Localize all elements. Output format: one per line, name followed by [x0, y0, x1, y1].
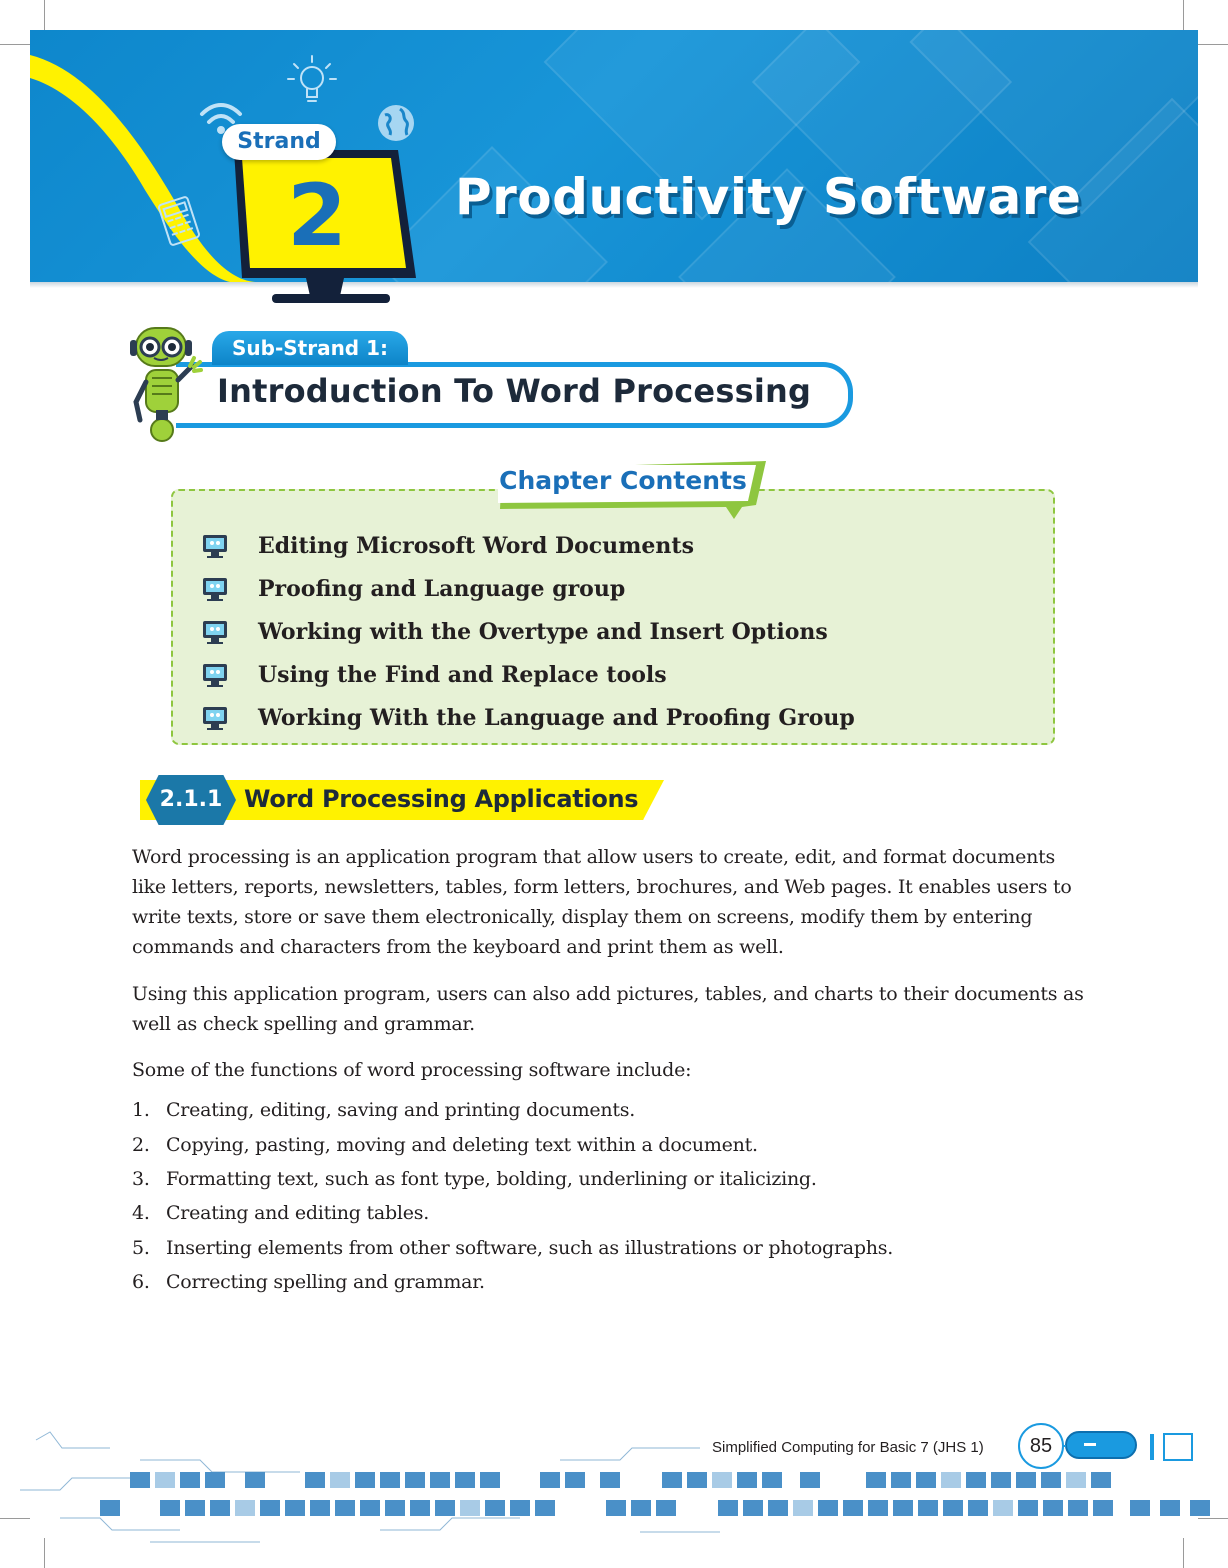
robot-mascot-icon	[128, 322, 210, 446]
computer-mascot-icon	[200, 703, 230, 733]
strand-label: Strand	[222, 124, 336, 160]
contents-item-label: Editing Microsoft Word Documents	[258, 533, 694, 559]
list-number: 6.	[132, 1271, 150, 1293]
globe-icon	[376, 103, 416, 143]
contents-item	[200, 614, 828, 650]
yellow-swoosh	[30, 30, 260, 300]
crop-mark	[44, 0, 45, 30]
contents-item-label: Proofing and Language group	[258, 576, 626, 602]
contents-item-label: Working With the Language and Proofing Group	[258, 705, 855, 731]
body-paragraph: Using this application program, users can also add pictures, tables, and charts to their documents as well as check spelling and grammar.	[132, 983, 1084, 1035]
crop-mark	[1183, 0, 1184, 30]
list-item	[132, 1233, 893, 1263]
list-item	[132, 1267, 485, 1297]
list-number: 3.	[132, 1168, 150, 1190]
computer-mascot-icon	[200, 617, 230, 647]
list-number: 2.	[132, 1134, 150, 1156]
strand-number: 2	[287, 166, 347, 266]
list-text: Creating and editing tables.	[166, 1202, 429, 1224]
book-title: Simplified Computing for Basic 7 (JHS 1)	[712, 1439, 984, 1456]
list-item	[132, 1130, 758, 1160]
section-number: 2.1.1	[159, 787, 223, 812]
contents-item	[200, 700, 855, 736]
contents-item	[200, 528, 694, 564]
body-paragraph: Some of the functions of word processing software include:	[132, 1059, 692, 1081]
list-text: Correcting spelling and grammar.	[166, 1271, 485, 1293]
crop-mark	[0, 44, 30, 45]
light-bulb-icon	[284, 52, 340, 108]
crop-mark	[1198, 44, 1228, 45]
list-text: Inserting elements from other software, such as illustrations or photographs.	[166, 1237, 894, 1259]
body-paragraph: Word processing is an application program that allow users to create, edit, and format documents like letters, reports, newsletters, tables, form letters, brochures, and Web pages. It enables users to write texts, store or save them electronically, display them on screens, modify them by entering commands and characters from the keyboard and print them as well.	[132, 846, 1072, 958]
computer-mascot-icon	[200, 574, 230, 604]
list-text: Copying, pasting, moving and deleting text within a document.	[166, 1134, 758, 1156]
list-text: Creating, editing, saving and printing documents.	[166, 1099, 636, 1121]
list-item	[132, 1198, 429, 1228]
list-number: 1.	[132, 1099, 150, 1121]
computer-mascot-icon	[200, 531, 230, 561]
section-title: Word Processing Applications	[244, 785, 639, 813]
sub-strand-label: Sub-Strand 1:	[212, 331, 408, 365]
contents-item-label: Working with the Overtype and Insert Options	[258, 619, 828, 645]
list-number: 4.	[132, 1202, 150, 1224]
page-number: 85	[1018, 1423, 1064, 1469]
list-item	[132, 1164, 817, 1194]
list-number: 5.	[132, 1237, 150, 1259]
list-text: Formatting text, such as font type, bolding, underlining or italicizing.	[166, 1168, 817, 1190]
contents-item-label: Using the Find and Replace tools	[258, 662, 667, 688]
computer-mascot-icon	[200, 660, 230, 690]
calculator-icon	[156, 196, 202, 246]
sub-strand-title: Introduction To Word Processing	[217, 372, 812, 410]
chapter-title: Productivity Software	[455, 168, 1082, 226]
contents-item	[200, 657, 667, 693]
chapter-contents-heading: Chapter Contents	[499, 466, 747, 495]
contents-item	[200, 571, 625, 607]
list-item	[132, 1095, 635, 1125]
